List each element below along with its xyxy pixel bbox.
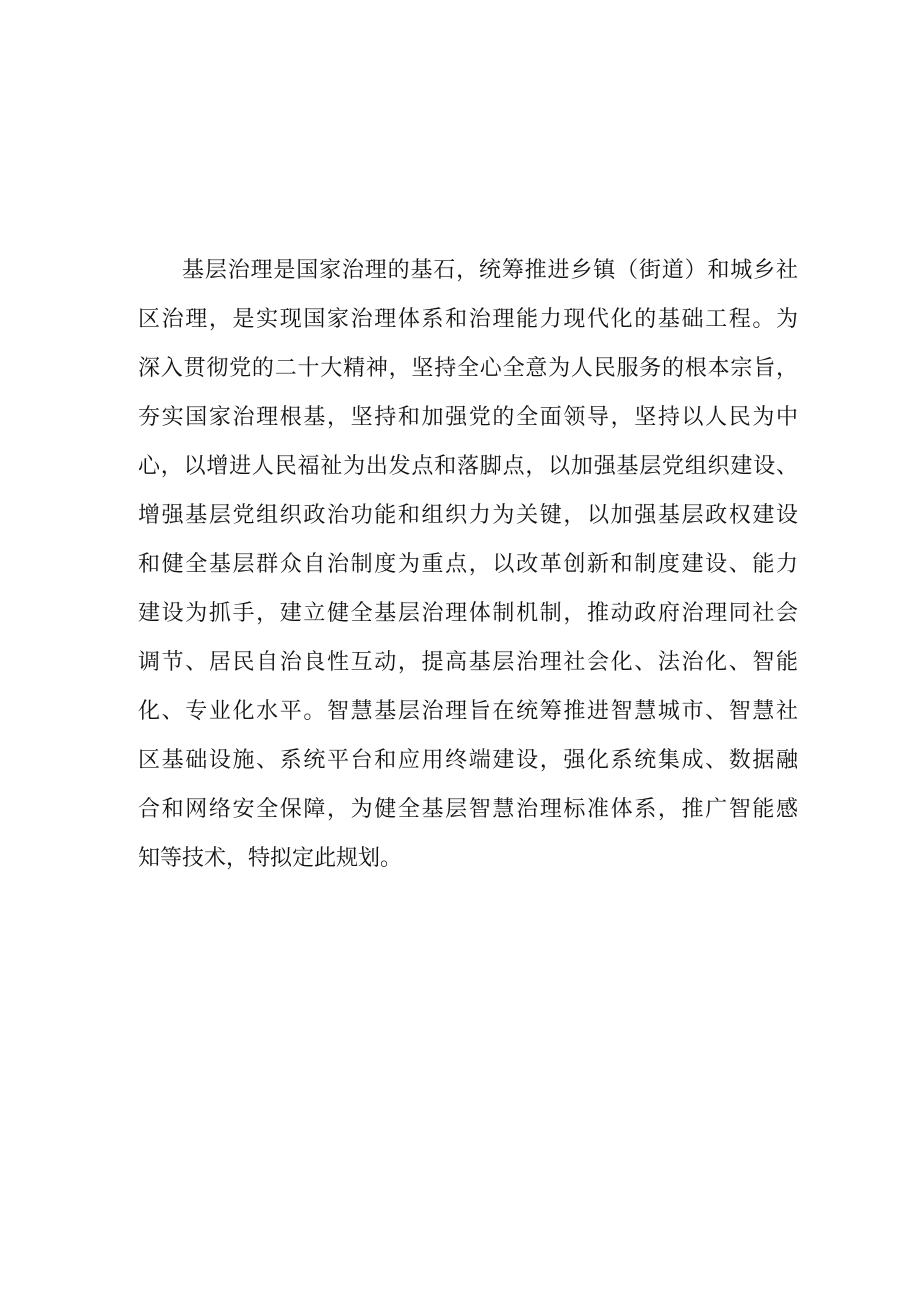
paragraph-line: 深入贯彻党的二十大精神，坚持全心全意为人民服务的根本宗旨， — [138, 356, 798, 381]
paragraph-line: 区治理，是实现国家治理体系和治理能力现代化的基础工程。为 — [138, 307, 798, 332]
paragraph-line: 知等技术，特拟定此规划。 — [138, 846, 403, 871]
paragraph-line: 建设为抓手，建立健全基层治理体制机制，推动政府治理同社会 — [138, 601, 798, 626]
paragraph-line: 化、专业化水平。智慧基层治理旨在统筹推进智慧城市、智慧社 — [138, 699, 798, 724]
paragraph-line: 区基础设施、系统平台和应用终端建设，强化系统集成、数据融 — [138, 748, 798, 773]
paragraph-line: 心，以增进人民福祉为出发点和落脚点，以加强基层党组织建设、 — [138, 454, 798, 479]
paragraph-line: 增强基层党组织政治功能和组织力为关键，以加强基层政权建设 — [138, 503, 798, 528]
paragraph-line: 合和网络安全保障，为健全基层智慧治理标准体系，推广智能感 — [138, 797, 798, 822]
body-paragraph — [138, 246, 798, 883]
paragraph-line: 调节、居民自治良性互动，提高基层治理社会化、法治化、智能 — [138, 650, 798, 675]
paragraph-line: 基层治理是国家治理的基石，统筹推进乡镇（街道）和城乡社 — [182, 258, 798, 283]
paragraph-line: 夯实国家治理根基，坚持和加强党的全面领导，坚持以人民为中 — [138, 405, 798, 430]
paragraph-line: 和健全基层群众自治制度为重点，以改革创新和制度建设、能力 — [138, 552, 798, 577]
